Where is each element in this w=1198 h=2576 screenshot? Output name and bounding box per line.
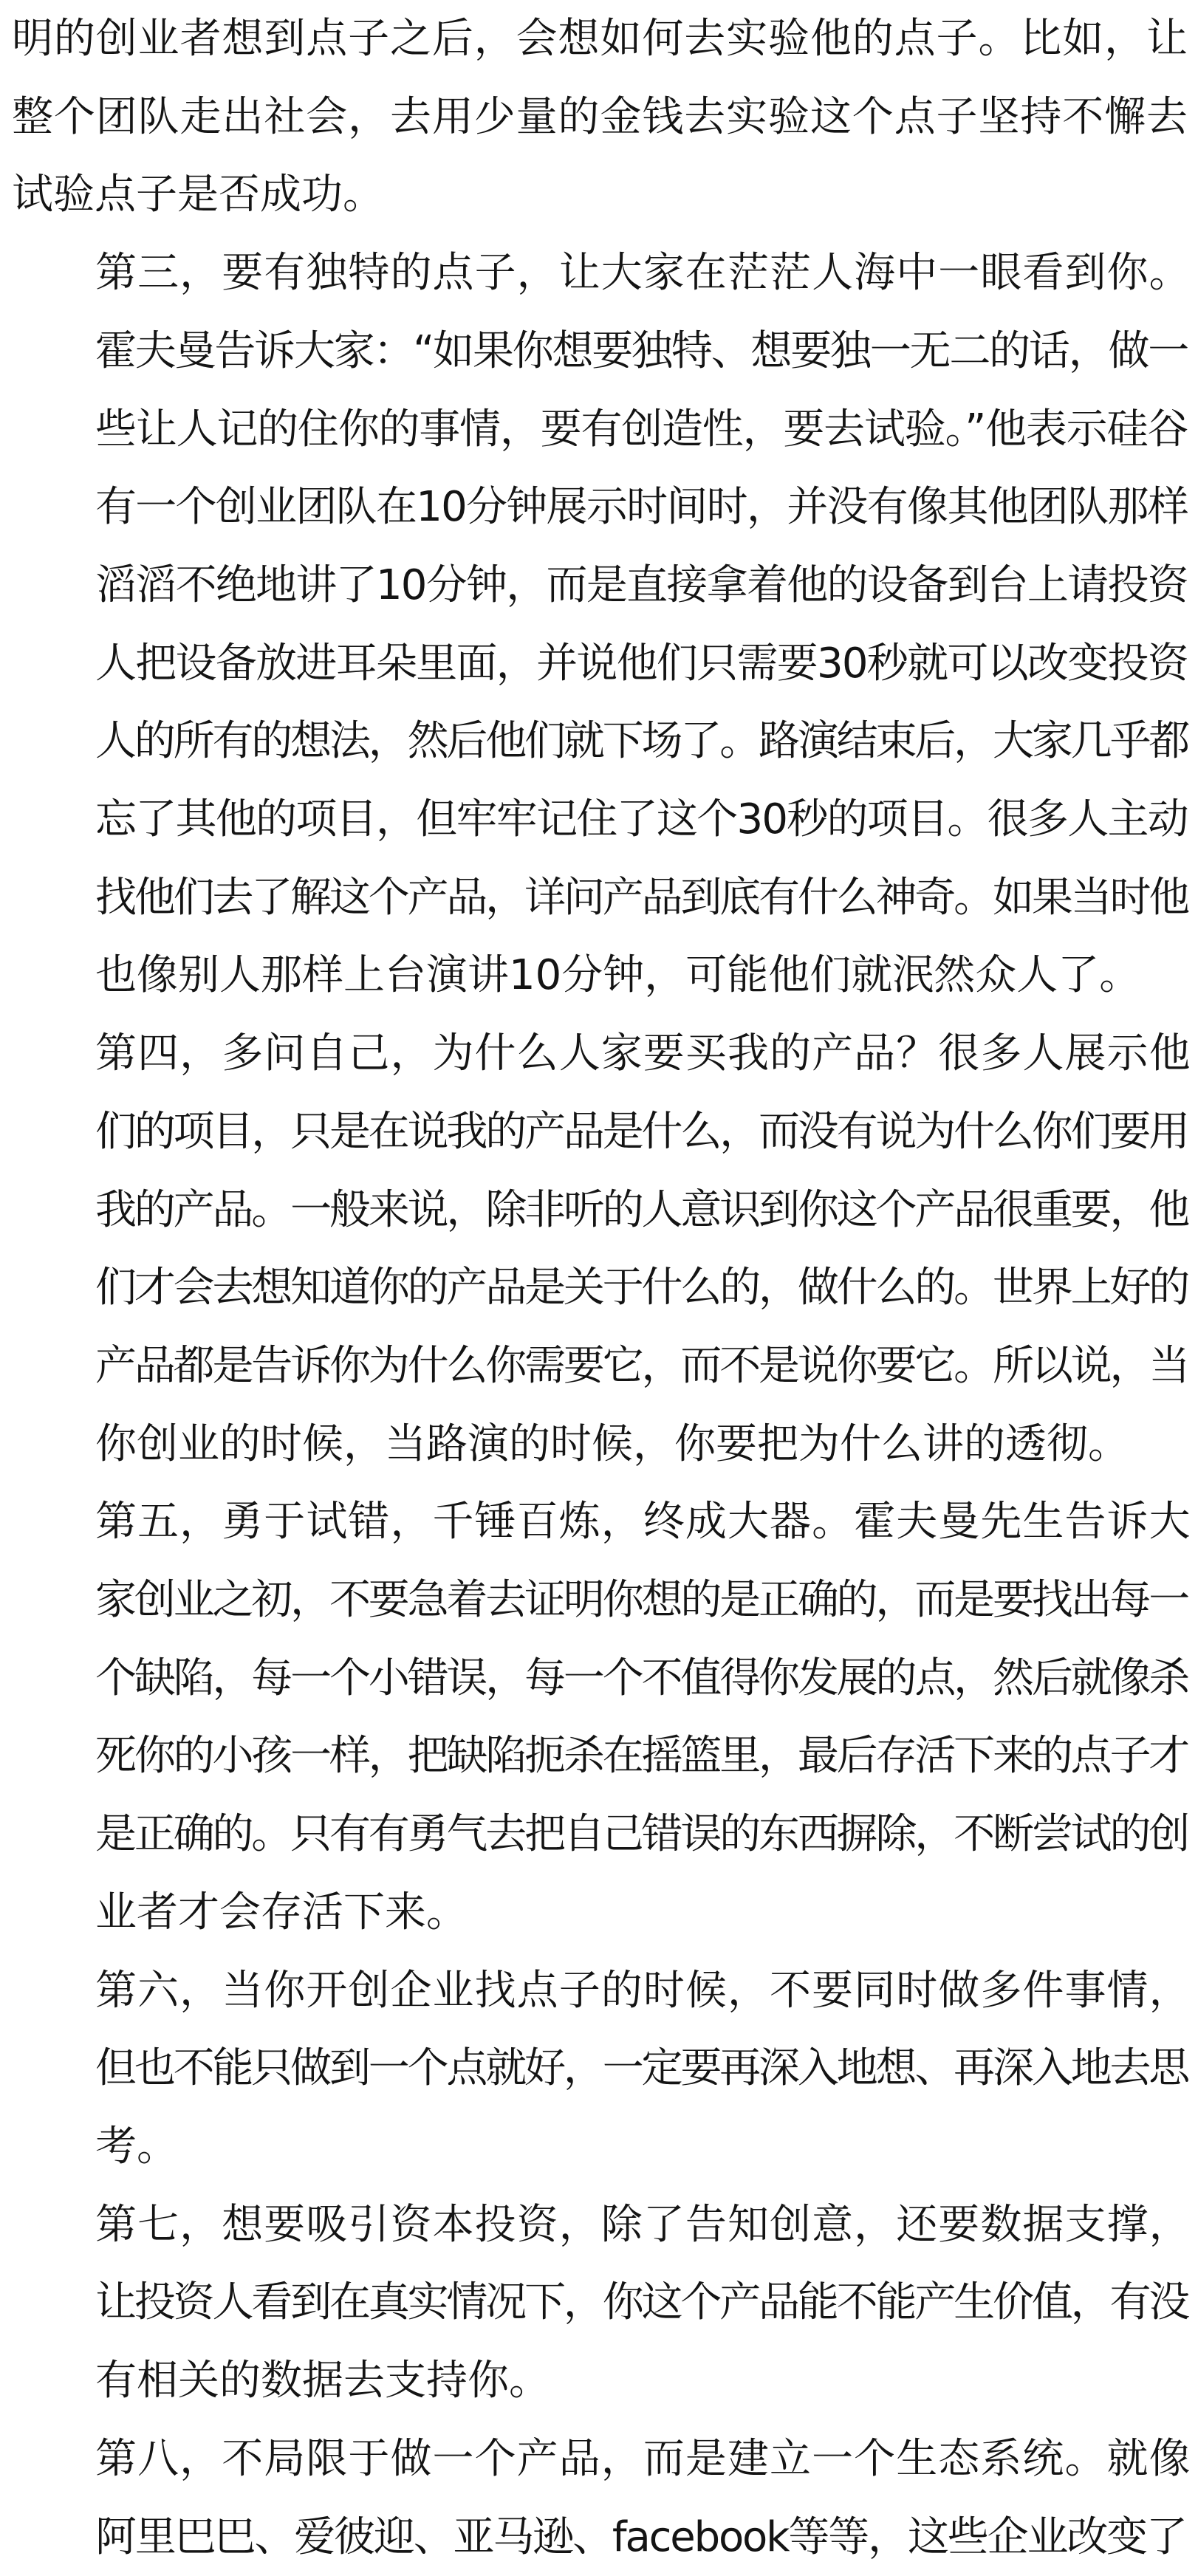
text-line: 滔滔不绝地讲了10分钟，而是直接拿着他的设备到台上请投资 xyxy=(12,547,1188,625)
text-line: 忘了其他的项目，但牢牢记住了这个30秒的项目。很多人主动 xyxy=(12,781,1188,859)
text-line: 第五，勇于试错，千锤百炼，终成大器。霍夫曼先生告诉大 xyxy=(12,1483,1188,1561)
paragraph xyxy=(12,2420,1188,2576)
text-line: 个缺陷，每一个小错误，每一个不值得你发展的点，然后就像杀 xyxy=(12,1640,1188,1718)
paragraph xyxy=(12,0,1188,234)
text-line: 们才会去想知道你的产品是关于什么的，做什么的。世界上好的 xyxy=(12,1249,1188,1327)
text-line: 第四，多问自己，为什么人家要买我的产品？很多人展示他 xyxy=(12,1015,1188,1093)
text-line: 明的创业者想到点子之后，会想如何去实验他的点子。比如，让 xyxy=(12,0,1188,78)
text-line: 第七，想要吸引资本投资，除了告知创意，还要数据支撑， xyxy=(12,2186,1188,2264)
text-line: 第八，不局限于做一个产品，而是建立一个生态系统。就像 xyxy=(12,2420,1188,2498)
text-line: 我的产品。一般来说，除非听的人意识到你这个产品很重要，他 xyxy=(12,1171,1188,1250)
text-line: 你创业的时候，当路演的时候，你要把为什么讲的透彻。 xyxy=(12,1405,1188,1484)
text-line: 找他们去了解这个产品，详问产品到底有什么神奇。如果当时他 xyxy=(12,859,1188,937)
paragraph xyxy=(12,1483,1188,1951)
paragraph xyxy=(12,1015,1188,1483)
text-line: 第六，当你开创企业找点子的时候，不要同时做多件事情， xyxy=(12,1952,1188,2030)
text-line: 们的项目，只是在说我的产品是什么，而没有说为什么你们要用 xyxy=(12,1093,1188,1171)
text-line: 些让人记的住你的事情，要有创造性，要去试验。”他表示硅谷 xyxy=(12,391,1188,469)
text-line: 但也不能只做到一个点就好，一定要再深入地想、再深入地去思 xyxy=(12,2029,1188,2108)
paragraph xyxy=(12,1952,1188,2186)
text-line: 霍夫曼告诉大家：“如果你想要独特、想要独一无二的话，做一 xyxy=(12,312,1188,391)
article-body xyxy=(12,0,1188,2576)
text-line: 业者才会存活下来。 xyxy=(12,1874,1188,1952)
text-line: 家创业之初，不要急着去证明你想的是正确的，而是要找出每一 xyxy=(12,1561,1188,1640)
text-line: 有一个创业团队在10分钟展示时间时，并没有像其他团队那样 xyxy=(12,468,1188,547)
text-line: 人把设备放进耳朵里面，并说他们只需要30秒就可以改变投资 xyxy=(12,625,1188,703)
text-line: 让投资人看到在真实情况下，你这个产品能不能产生价值，有没 xyxy=(12,2264,1188,2342)
paragraph xyxy=(12,2186,1188,2420)
text-line: 整个团队走出社会，去用少量的金钱去实验这个点子坚持不懈去 xyxy=(12,78,1188,157)
text-line: 也像别人那样上台演讲10分钟，可能他们就泯然众人了。 xyxy=(12,936,1188,1015)
text-line: 死你的小孩一样，把缺陷扼杀在摇篮里，最后存活下来的点子才 xyxy=(12,1717,1188,1795)
text-line: 阿里巴巴、爱彼迎、亚马逊、facebook等等，这些企业改变了 xyxy=(12,2498,1188,2576)
text-line: 试验点子是否成功。 xyxy=(12,156,1188,234)
paragraph xyxy=(12,234,1188,1015)
text-line: 是正确的。只有有勇气去把自己错误的东西摒除，不断尝试的创 xyxy=(12,1795,1188,1874)
text-line: 人的所有的想法，然后他们就下场了。路演结束后，大家几乎都 xyxy=(12,702,1188,781)
text-line: 第三，要有独特的点子，让大家在茫茫人海中一眼看到你。 xyxy=(12,234,1188,312)
text-line: 有相关的数据去支持你。 xyxy=(12,2342,1188,2420)
text-line: 产品都是告诉你为什么你需要它，而不是说你要它。所以说，当 xyxy=(12,1327,1188,1405)
text-line: 考。 xyxy=(12,2108,1188,2186)
